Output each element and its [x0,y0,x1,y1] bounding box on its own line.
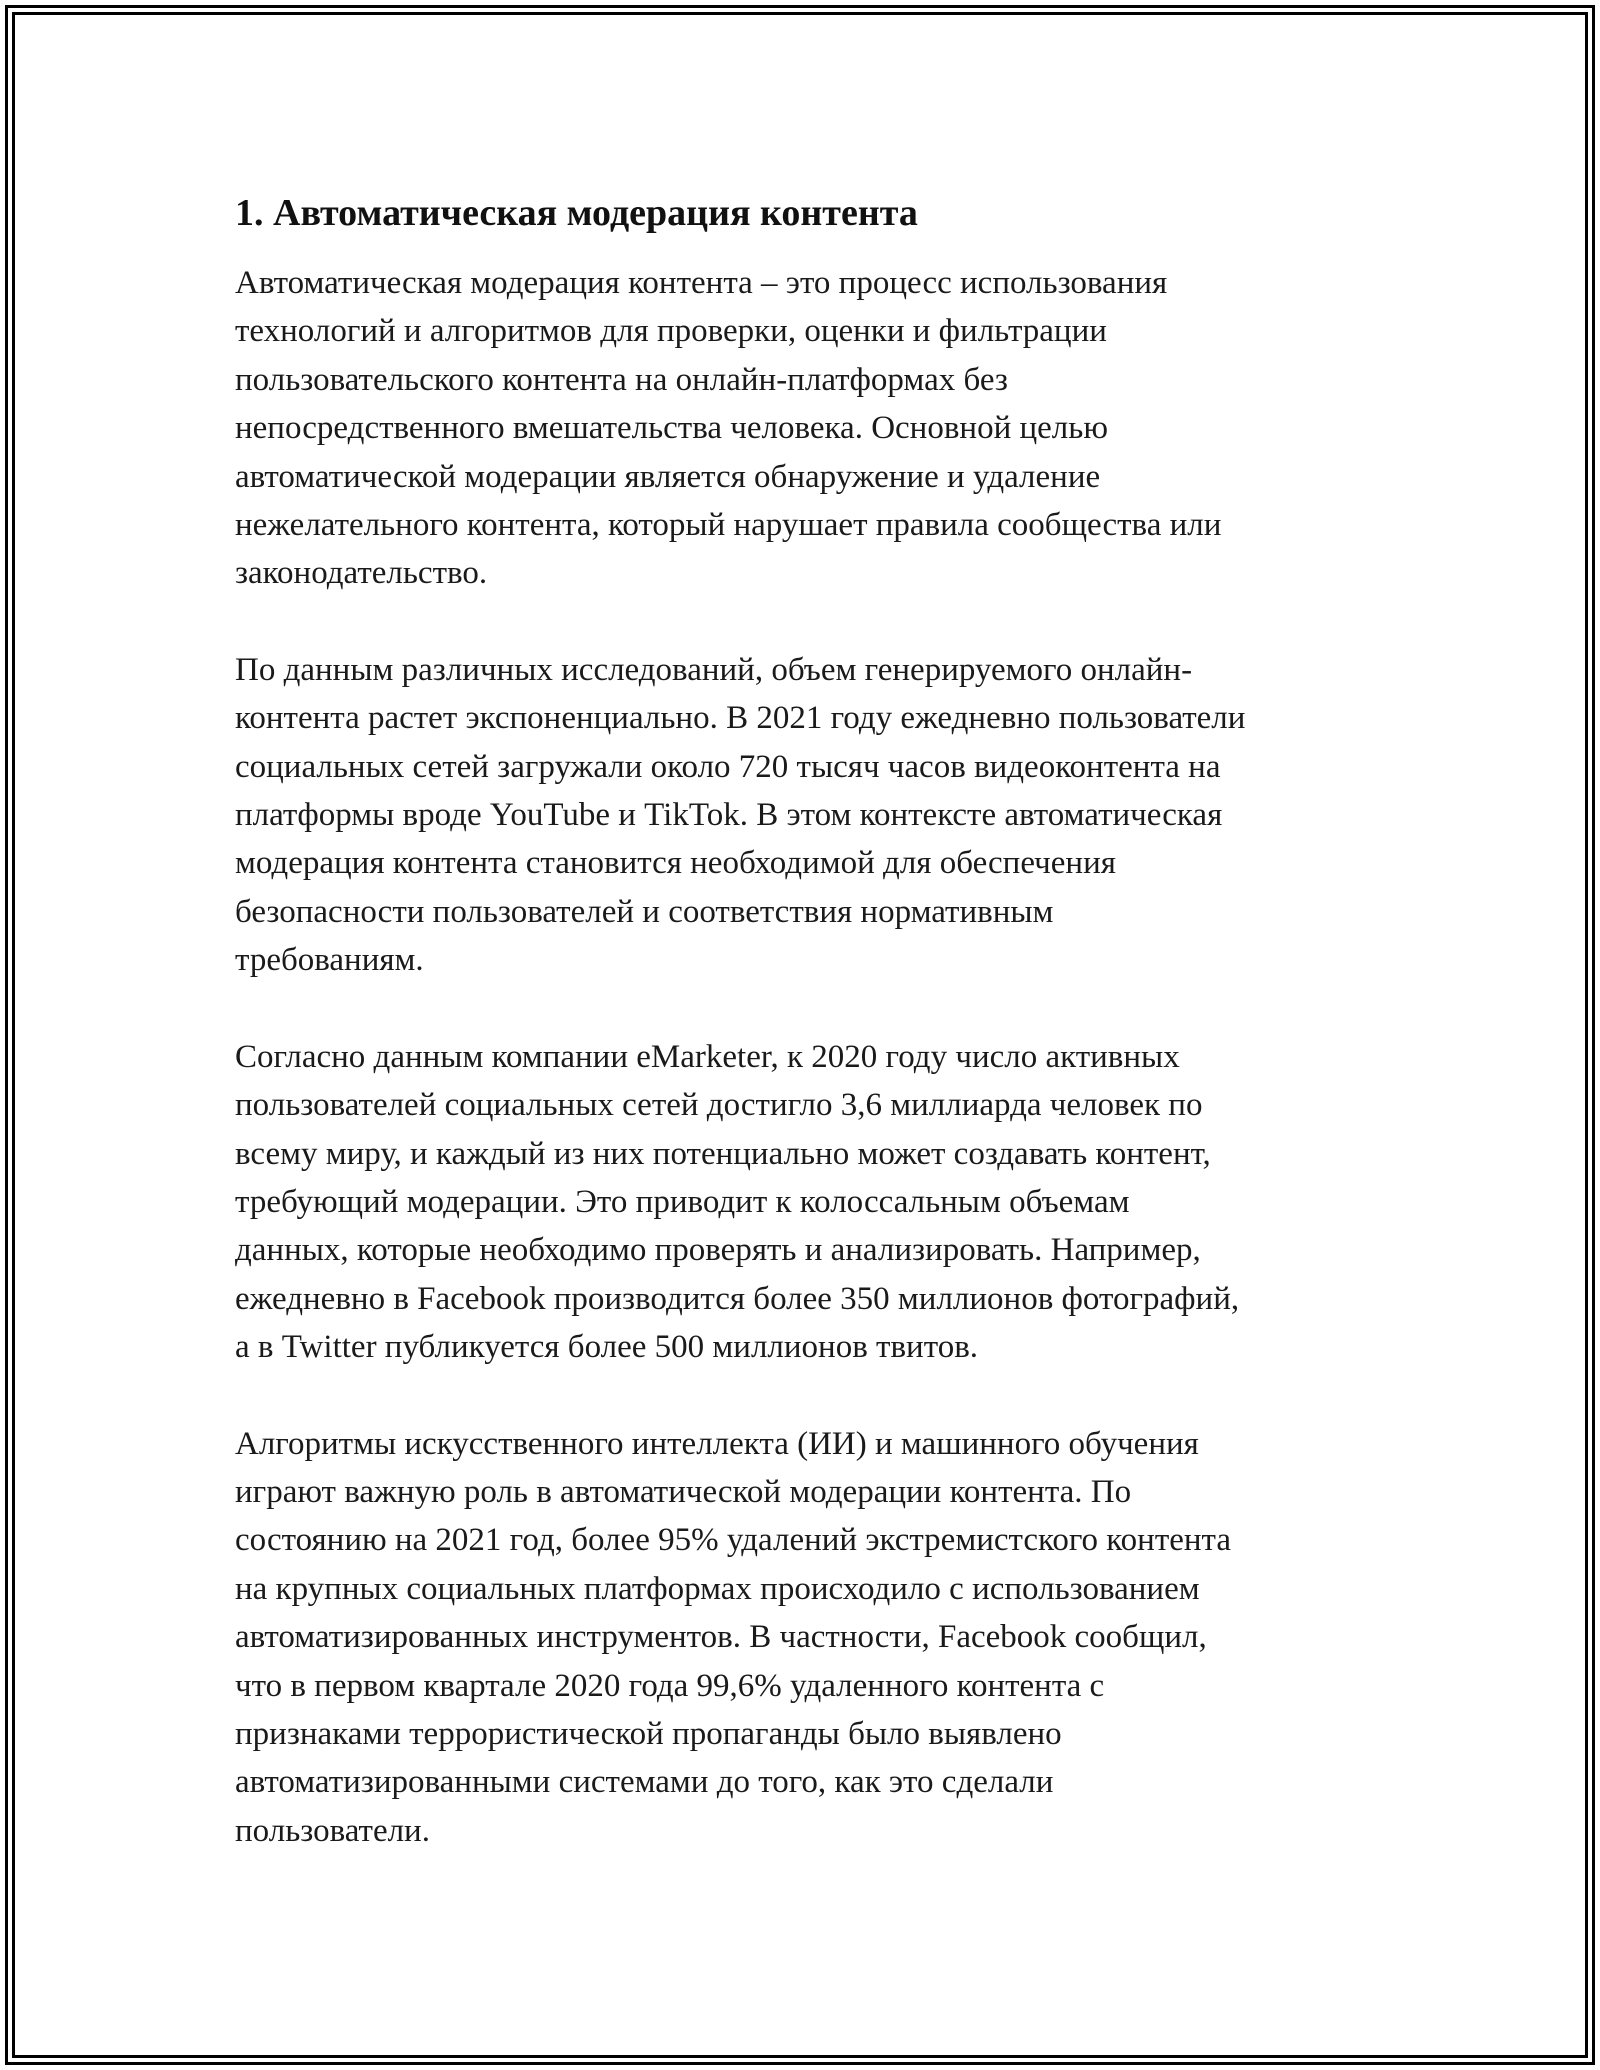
paragraph-content-growth: По данным различных исследований, объем генерируемого онлайн- контента растет экспоненциально. В 2021 году ежедневно пользователи социальных сетей загружали около 720 тысяч часов видеоконтента на платформы вроде YouTube и TikTok. В этом контексте автоматическая модерация контента становится необходимой для обеспечения безопасности пользователей и соответствия нормативным требованиям. [235,651,1246,979]
paragraph-ai-role: Алгоритмы искусственного интеллекта (ИИ) и машинного обучения играют важную роль в автоматической модерации контента. По состоянию на 2021 год, более 95% удалений экстремистского контента на крупных социальных платформах происходило с использованием автоматизированных инструментов. В частности, Facebook сообщил, что в первом квартале 2020 года 99,6% удаленного контента с признаками террористической пропаганды было выявлено автоматизированными системами до того, как это сделали пользователи. [235,1425,1232,1849]
section-heading: 1. Автоматическая модерация контента [235,192,918,234]
paragraph-user-statistics: Согласно данным компании eMarketer, к 2020 году число активных пользователей социальных сетей достигло 3,6 миллиарда человек по всему миру, и каждый из них потенциально может создавать контент, требующий модерации. Это приводит к колоссальным объемам данных, которые необходимо проверять и анализировать. Например, ежедневно в Facebook производится более 350 миллионов фотографий, а в Twitter публикуется более 500 миллионов твитов. [235,1038,1240,1366]
document-body [235,185,1375,1855]
paragraph-definition: Автоматическая модерация контента – это процесс использования технологий и алгоритмов для проверки, оценки и фильтрации пользовательского контента на онлайн-платформах без непосредственного вмешательства человека. Основной целью автоматической модерации является обнаружение и удаление нежелательного контента, который нарушает правила сообщества или законодательство. [235,265,1222,592]
